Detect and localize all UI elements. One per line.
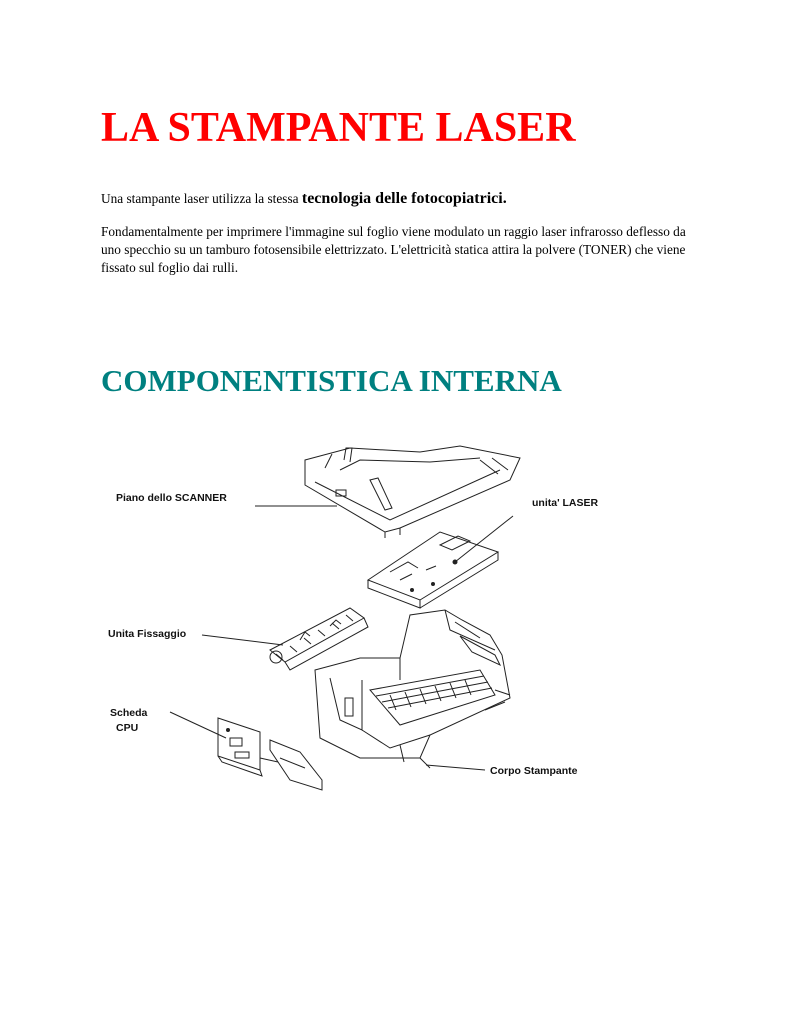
label-cpu-line1: Scheda: [110, 707, 148, 719]
intro-text: Una stampante laser utilizza la stessa: [101, 191, 302, 206]
section-title: COMPONENTISTICA INTERNA: [101, 363, 562, 398]
printer-body-drawing: [315, 610, 510, 768]
intro-paragraph: [101, 190, 721, 208]
description-paragraph: Fondamentalmente per imprimere l'immagine sul foglio viene modulato un raggio laser infrarosso deflesso da uno specchio su un tamburo fotosensibile elettrizzato. L'elettricità statica attira la polvere (TONER) che viene fissato sul foglio dai rulli.: [101, 224, 686, 275]
cpu-board-drawing: [218, 718, 322, 790]
fuser-unit-drawing: [270, 608, 368, 670]
page-title: LA STAMPANTE LASER: [101, 105, 576, 151]
label-printer-body: Corpo Stampante: [490, 765, 578, 777]
printer-exploded-diagram: [100, 440, 600, 800]
label-scanner: Piano dello SCANNER: [116, 492, 227, 504]
label-laser-unit: unita' LASER: [532, 497, 599, 509]
intro-emphasis: tecnologia delle fotocopiatrici.: [301, 190, 507, 207]
scanner-plane-drawing: [305, 446, 520, 538]
label-cpu-line2: CPU: [116, 722, 139, 734]
label-fuser-unit: Unita Fissaggio: [108, 628, 187, 640]
